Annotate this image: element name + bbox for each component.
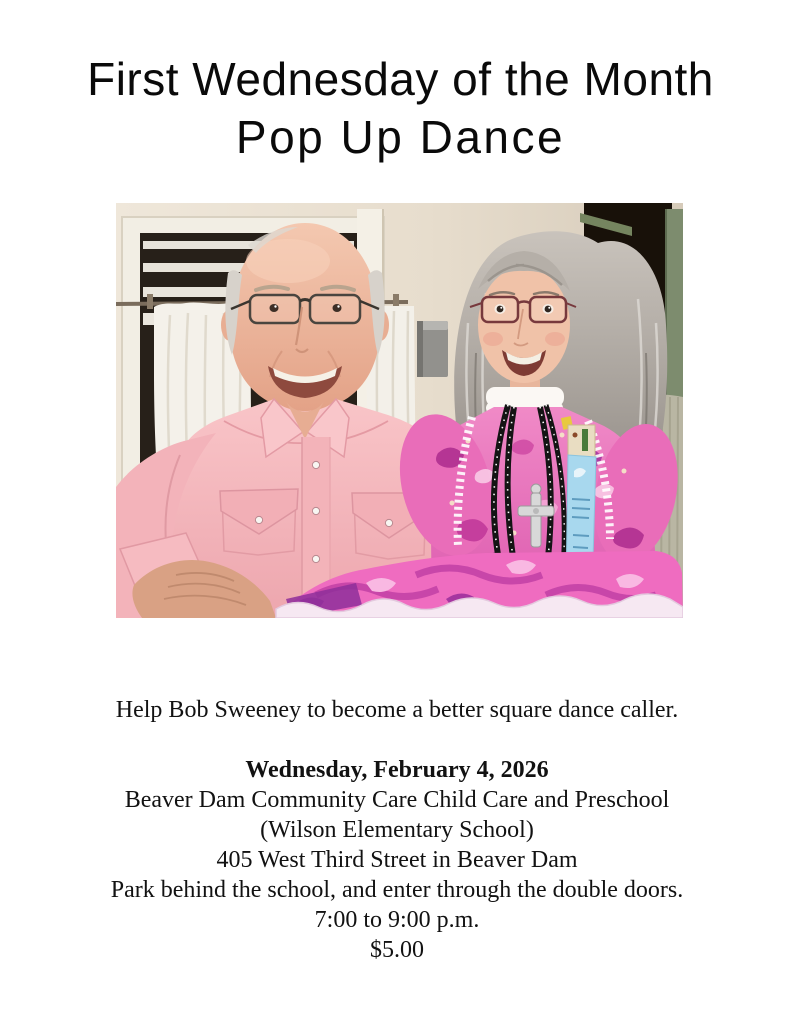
event-venue-alt: (Wilson Elementary School) [260, 817, 534, 843]
event-venue: Beaver Dam Community Care Child Care and Preschool [124, 787, 670, 813]
title-block [15, 0, 786, 166]
flyer-title-line1: First Wednesday of the Month [87, 53, 714, 105]
wall-box [417, 321, 448, 377]
help-line: Help Bob Sweeney to become a better square dance caller. [115, 697, 679, 723]
event-parking: Park behind the school, and enter through the double doors. [110, 877, 684, 903]
couple-photo [116, 203, 683, 618]
event-time: 7:00 to 9:00 p.m. [314, 907, 480, 933]
event-price: $5.00 [370, 937, 424, 963]
event-address: 405 West Third Street in Beaver Dam [216, 847, 578, 873]
flyer-title-line2: Pop Up Dance [235, 111, 566, 163]
event-date: Wednesday, February 4, 2026 [245, 757, 549, 783]
blank-line [8, 725, 786, 755]
event-details [8, 695, 786, 965]
